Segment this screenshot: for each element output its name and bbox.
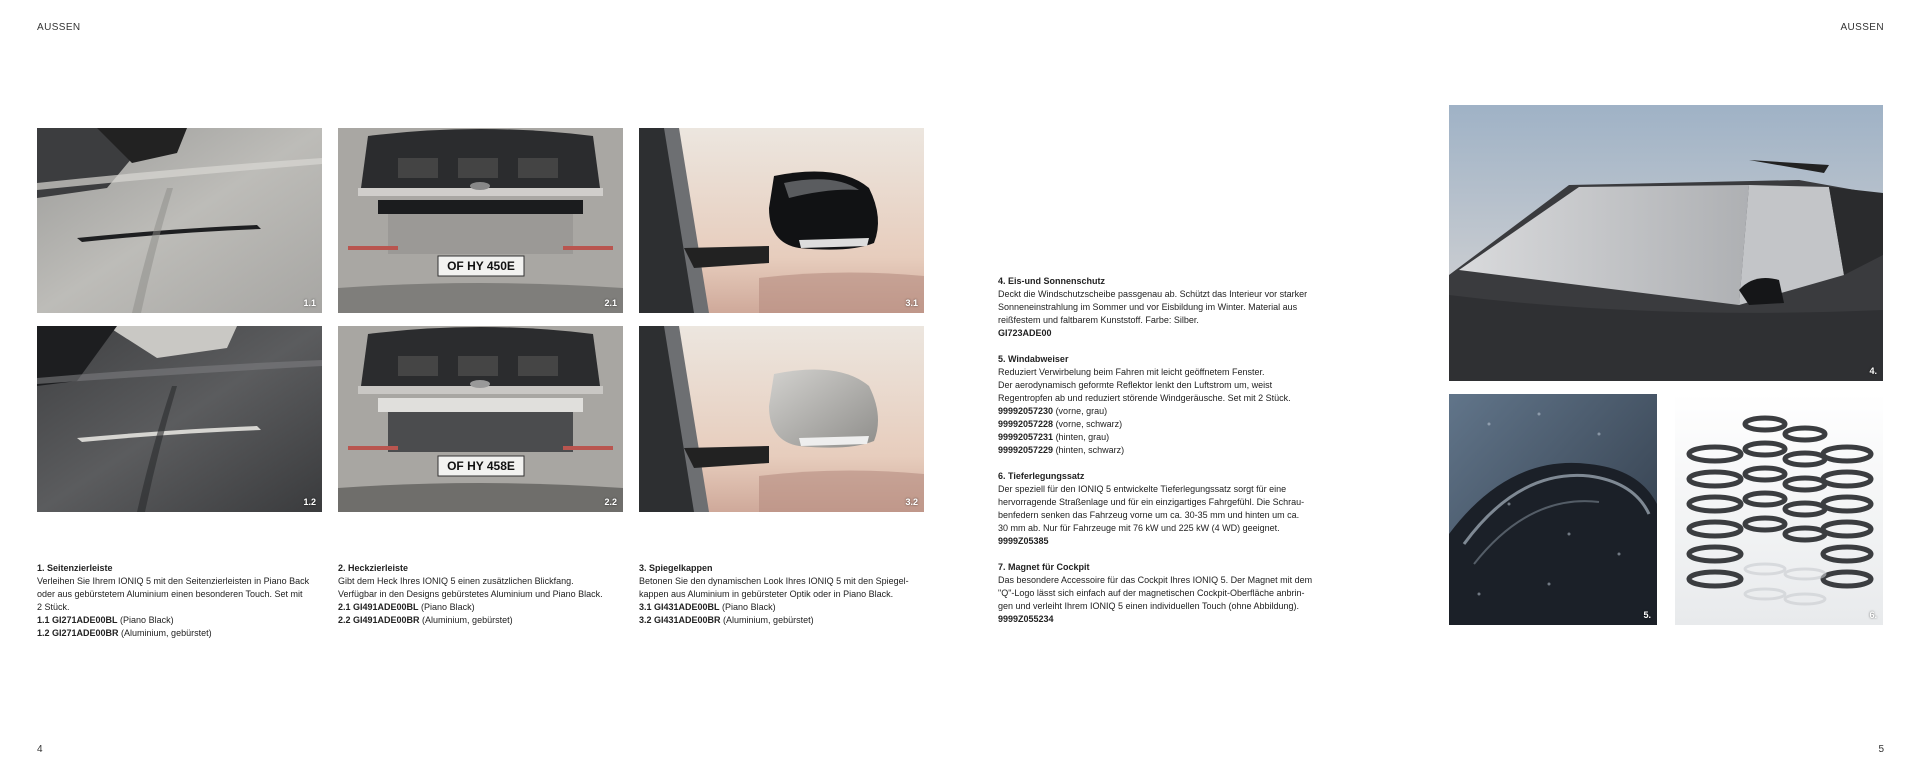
part-number: 2.2 GI491ADE00BR [338,615,420,625]
page-number-right: 5 [1878,744,1884,755]
photo-tag: 6. [1869,610,1877,620]
part-number: GI723ADE00 [998,328,1052,338]
photo-wind-deflector [1449,394,1657,625]
caption-column-right: 4. Eis-und Sonnenschutz Deckt die Windschutzscheibe passgenau ab. Schützt das Interieur vor starker Sonneneinstrahlung im Sommer und vor Eisbildung im Winter. Material aus reißfestem und faltbarem Kunststoff. Farbe: Silber. GI723ADE00 5. Windabweiser Reduziert Verwirbelung beim Fahren mit leicht geöffnetem Fenster. Der aerodynamisch geformte Reflektor lenkt den Luftstrom um, weist Regentropfen ab und reduziert störende Windgeräusche. Set mit 2 Stück. 99992057230 (vorne, grau) 99992057228 (vorne, schwarz) 99992057231 (hinten, grau) 99992057229 (hinten, schwarz) 6. Tieferlegungssatz Der speziell für den IONIQ 5 entwickelte Tieferlegungssatz sorgt für eine hervorragende Straßenlage und für ein einzigartiges Fahrgefühl. Die Schrau- benfedern senken das Fahrzeug vorne um ca. 30-35 mm und hinten um ca. 30 mm ab. Nur für Fahrzeuge mit 76 kW und 225 kW (4 WD) geeignet. 9999Z05385 7. Magnet für Cockpit Das besondere Accessoire für das Cockpit Ihres IONIQ 5. Der Magnet mit dem "Q"-Logo lässt sich einfach auf der magnetischen Cockpit-Oberfläche anbrin- gen und verleiht Ihrem IONIQ 5 einen individuellen Touch (ohne Abbildung). 9999Z055234 [998,275,1338,626]
photo-rear-trim-piano-black [338,128,623,313]
caption-title: 1. Seitenzierleiste [37,563,113,573]
part-number: 99992057231 [998,432,1054,442]
part-number: 3.1 GI431ADE00BL [639,602,720,612]
part-number: 99992057229 [998,445,1054,455]
caption-rear-trim: 2. Heckzierleiste Gibt dem Heck Ihres IONIQ 5 einen zusätzlichen Blickfang. Verfügbar in den Designs gebürstetes Aluminium und Piano Black. 2.1 GI491ADE00BL (Piano Black) 2.2 GI491ADE00BR (Aluminium, gebürstet) [338,562,628,627]
part-number: 99992057230 [998,406,1054,416]
part-number: 2.1 GI491ADE00BL [338,602,419,612]
photo-tag: 1.1 [303,298,316,308]
caption-title: 5. Windabweiser [998,354,1069,364]
photo-side-trim-aluminium [37,326,322,512]
section-label-left: AUSSEN [37,22,81,33]
caption-title: 3. Spiegelkappen [639,563,713,573]
caption-side-trim: 1. Seitenzierleiste Verleihen Sie Ihrem IONIQ 5 mit den Seitenzierleisten in Piano Back oder aus gebürstetem Aluminium einen besonderen Touch. Set mit 2 Stück. 1.1 GI271ADE00BL (Piano Black) 1.2 GI271ADE00BR (Aluminium, gebürstet) [37,562,327,640]
photo-tag: 1.2 [303,497,316,507]
license-plate-text: OF HY 450E [447,259,515,273]
photo-tag: 2.1 [604,298,617,308]
part-number: 1.2 GI271ADE00BR [37,628,119,638]
photo-mirror-cap-aluminium [639,326,924,512]
part-number: 1.1 GI271ADE00BL [37,615,118,625]
part-number: 9999Z055234 [998,614,1054,624]
photo-lowering-springs [1675,394,1883,625]
caption-mirror-caps: 3. Spiegelkappen Betonen Sie den dynamischen Look Ihres IONIQ 5 mit den Spiegel- kappen aus Aluminium in gebürsteter Optik oder in Piano Black. 3.1 GI431ADE00BL (Piano Black) 3.2 GI431ADE00BR (Aluminium, gebürstet) [639,562,929,627]
caption-title: 2. Heckzierleiste [338,563,409,573]
photo-ice-sun-cover [1449,105,1883,381]
page-number-left: 4 [37,744,43,755]
license-plate-text: OF HY 458E [447,459,515,473]
photo-tag: 4. [1869,366,1877,376]
photo-rear-trim-aluminium [338,326,623,512]
photo-tag: 5. [1643,610,1651,620]
part-number: 99992057228 [998,419,1054,429]
caption-title: 7. Magnet für Cockpit [998,562,1090,572]
photo-tag: 2.2 [604,497,617,507]
photo-tag: 3.2 [905,497,918,507]
section-label-right: AUSSEN [1840,22,1884,33]
part-number: 9999Z05385 [998,536,1049,546]
photo-side-trim-piano-black [37,128,322,313]
caption-title: 4. Eis-und Sonnenschutz [998,276,1106,286]
photo-tag: 3.1 [905,298,918,308]
part-number: 3.2 GI431ADE00BR [639,615,721,625]
photo-mirror-cap-piano-black [639,128,924,313]
caption-title: 6. Tieferlegungssatz [998,471,1085,481]
